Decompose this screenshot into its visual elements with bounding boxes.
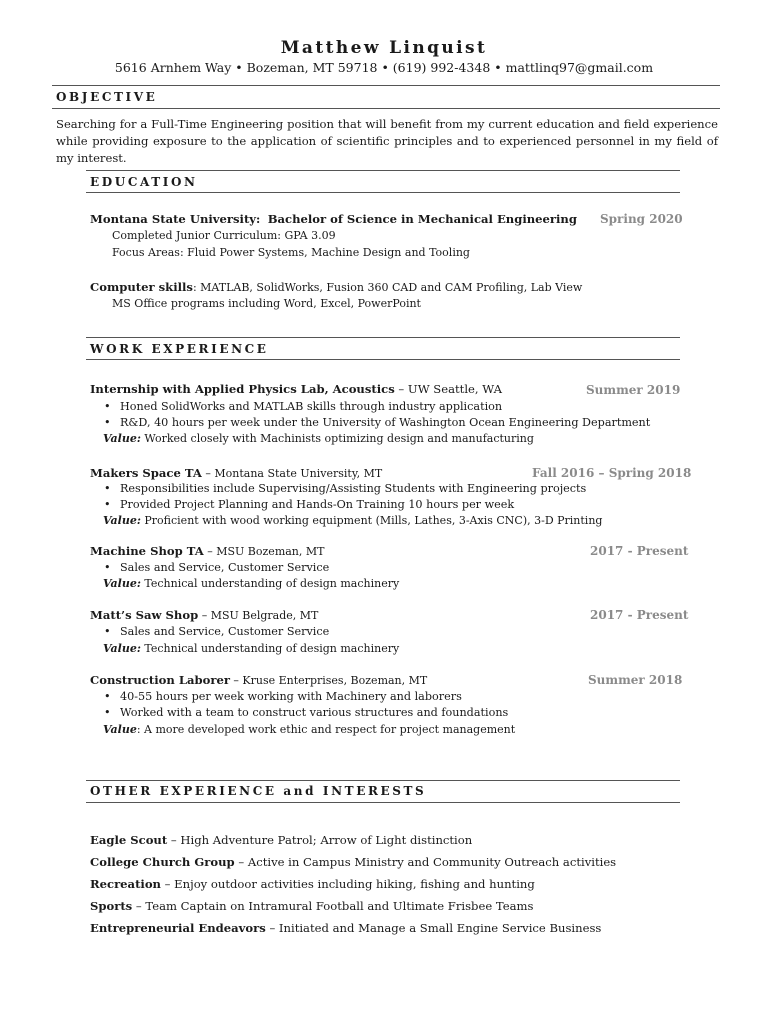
job-title-line [90,466,382,480]
education-date: Spring 2020 [600,212,683,226]
job-org: – UW Seattle, WA [394,382,502,396]
job-bullet: • 40-55 hours per week working with Machinery and laborers [104,690,462,703]
interest-item: Entrepreneurial Endeavors – Initiated and Manage a Small Engine Service Business [90,921,602,935]
education-gpa: Completed Junior Curriculum: GPA 3.09 [112,229,336,242]
job-title: Construction Laborer [90,673,230,687]
interest-label: Entrepreneurial Endeavors [90,921,266,935]
objective-bottom-rule [52,108,720,109]
job-date: Summer 2019 [586,383,681,397]
candidate-name: Matthew Linquist [280,38,488,58]
computer-skills-list: : MATLAB, SolidWorks, Fusion 360 CAD and CAM Profiling, Lab View [192,281,583,294]
interest-item: Sports – Team Captain on Intramural Football and Ultimate Frisbee Teams [90,899,534,913]
work-heading: WORK EXPERIENCE [90,342,269,356]
job-date: 2017 - Present [590,608,689,622]
job-title: Machine Shop TA [90,544,204,558]
other-top-rule [86,780,680,781]
job-value: Value: A more developed work ethic and respect for project management [103,723,516,736]
job-org: – Montana State University, MT [201,467,383,480]
job-org: – Kruse Enterprises, Bozeman, MT [229,674,428,687]
job-bullet: • Sales and Service, Customer Service [104,625,330,638]
computer-skills-line [90,280,582,294]
education-top-rule [86,170,680,171]
objective-top-rule [52,85,720,86]
job-title: Matt’s Saw Shop [90,608,199,622]
work-bottom-rule [86,359,680,360]
job-title: Makers Space TA [90,466,202,480]
interest-label: College Church Group [90,855,235,869]
interest-label: Recreation [90,877,161,891]
job-date: Summer 2018 [588,673,683,687]
job-title-line [90,673,427,687]
value-label: Value: [103,577,141,590]
education-school-line [90,212,577,226]
education-bottom-rule [86,192,680,193]
value-label: Value: [103,514,141,527]
education-heading: EDUCATION [90,175,198,189]
job-org: – MSU Belgrade, MT [198,609,319,622]
job-bullet: • Responsibilities include Supervising/Assisting Students with Engineering projects [104,482,587,495]
job-date: Fall 2016 – Spring 2018 [532,466,692,480]
job-bullet: • R&D, 40 hours per week under the University of Washington Ocean Engineering Department [104,416,651,429]
interest-item: Eagle Scout – High Adventure Patrol; Arrow of Light distinction [90,833,473,847]
job-date: 2017 - Present [590,544,689,558]
other-bottom-rule [86,802,680,803]
job-value: Value: Technical understanding of design machinery [103,642,400,655]
job-bullet: • Honed SolidWorks and MATLAB skills through industry application [104,400,503,413]
contact-line: 5616 Arnhem Way • Bozeman, MT 59718 • (619) 992-4348 • mattlinq97@gmail.com [114,60,654,75]
interest-item: Recreation – Enjoy outdoor activities including hiking, fishing and hunting [90,877,535,891]
job-title: Internship with Applied Physics Lab, Acoustics [90,382,395,396]
school-name: Montana State University: [90,212,261,226]
work-top-rule [86,337,680,338]
job-title-line [90,608,318,622]
objective-text: Searching for a Full-Time Engineering position that will benefit from my current education and field experience while providing exposure to the application of scientific principles and to experienced personnel in my field of my interest. [56,117,718,165]
job-value: Value: Technical understanding of design machinery [103,577,400,590]
other-heading: OTHER EXPERIENCE and INTERESTS [90,784,427,798]
interest-item: College Church Group – Active in Campus Ministry and Community Outreach activities [90,855,617,869]
job-title-line [90,544,325,558]
job-bullet: • Provided Project Planning and Hands-On Training 10 hours per week [104,498,515,511]
job-value: Value: Worked closely with Machinists optimizing design and manufacturing [103,432,534,445]
job-org: – MSU Bozeman, MT [203,545,325,558]
objective-heading: OBJECTIVE [56,90,158,104]
value-label: Value [103,723,137,736]
computer-skills-label: Computer skills [90,280,193,294]
job-bullet: • Sales and Service, Customer Service [104,561,330,574]
interest-label: Sports [90,899,133,913]
job-value: Value: Proficient with wood working equipment (Mills, Lathes, 3-Axis CNC), 3-D Printing [103,514,603,527]
education-focus: Focus Areas: Fluid Power Systems, Machine Design and Tooling [112,246,470,259]
degree-name: Bachelor of Science in Mechanical Engineering [267,212,577,226]
job-bullet: • Worked with a team to construct various structures and foundations [104,706,509,719]
computer-skills-office: MS Office programs including Word, Excel, PowerPoint [112,297,421,310]
value-label: Value: [103,642,141,655]
value-label: Value: [103,432,141,445]
job-title-line [90,382,502,396]
interest-label: Eagle Scout [90,833,168,847]
